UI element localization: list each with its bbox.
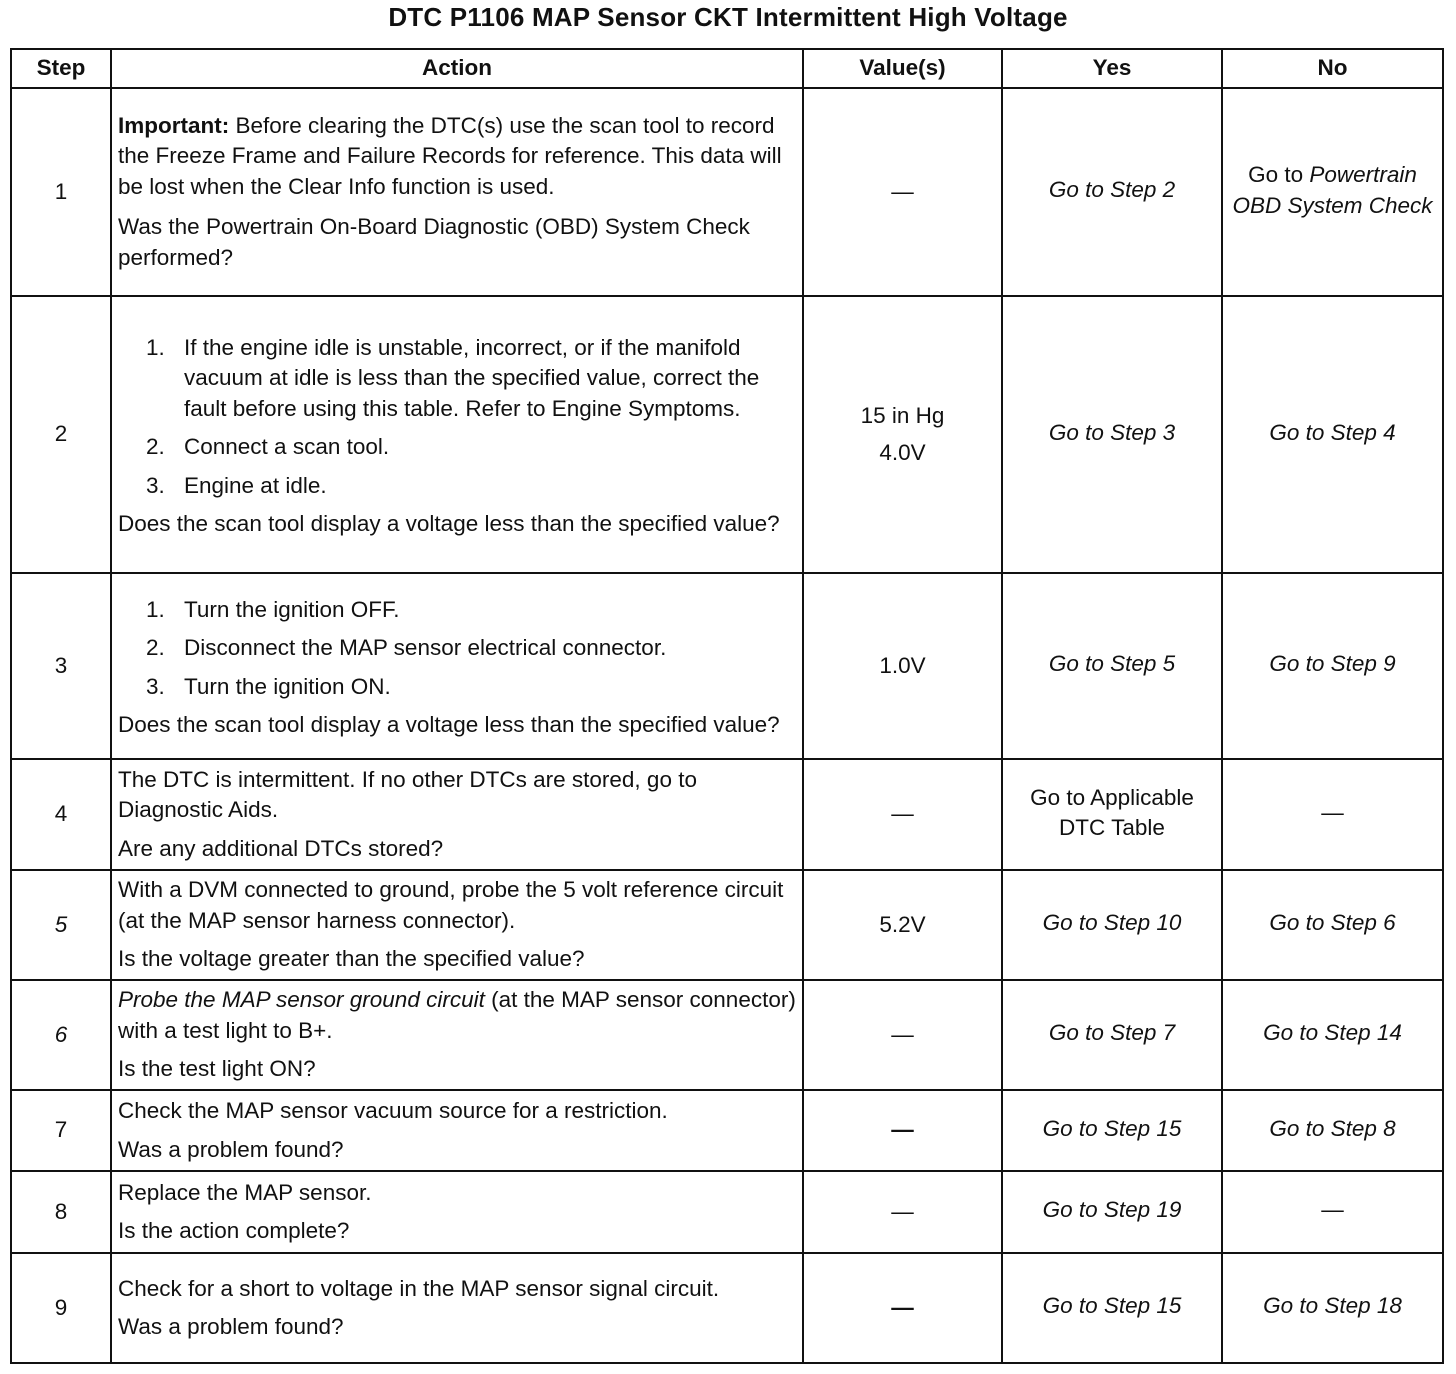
important-label: Important: bbox=[118, 112, 230, 138]
value-cell: — bbox=[803, 1090, 1002, 1171]
value-cell: 5.2V bbox=[803, 870, 1002, 980]
table-row bbox=[11, 1253, 1443, 1363]
header-action: Action bbox=[111, 49, 803, 88]
step-number: 2 bbox=[11, 296, 111, 573]
table-header-row bbox=[11, 49, 1443, 88]
step-number: 5 bbox=[11, 870, 111, 980]
value-text: 4.0V bbox=[879, 439, 926, 465]
no-italic: Powertrain OBD System Check bbox=[1232, 162, 1433, 218]
table-row bbox=[11, 759, 1443, 870]
list-item-text: Turn the ignition OFF. bbox=[184, 596, 400, 622]
list-item bbox=[118, 595, 796, 626]
action-cell bbox=[111, 759, 803, 870]
step-number: 9 bbox=[11, 1253, 111, 1363]
page-title: DTC P1106 MAP Sensor CKT Intermittent High Voltage bbox=[388, 2, 1068, 32]
action-cell bbox=[111, 1253, 803, 1363]
no-cell: Go to Step 4 bbox=[1222, 296, 1443, 573]
action-rest-text: (at the MAP sensor connector) with a test light to B+. bbox=[118, 987, 796, 1043]
action-cell bbox=[111, 573, 803, 759]
list-item bbox=[118, 672, 796, 703]
important-text: Before clearing the DTC(s) use the scan tool to record the Freeze Frame and Failure Records for reference. This data will be lost when the Clear Info function is used. bbox=[118, 112, 782, 199]
action-cell bbox=[111, 88, 803, 296]
step-number: 7 bbox=[11, 1090, 111, 1171]
header-values: Value(s) bbox=[803, 49, 1002, 88]
list-item bbox=[118, 633, 796, 664]
header-step: Step bbox=[11, 49, 111, 88]
list-item bbox=[118, 333, 796, 425]
no-cell: Go to Step 14 bbox=[1222, 980, 1443, 1090]
action-question: Does the scan tool display a voltage less than the specified value? bbox=[118, 712, 780, 737]
table-row bbox=[11, 573, 1443, 759]
action-cell bbox=[111, 870, 803, 980]
no-prefix: Go to bbox=[1248, 162, 1310, 187]
value-cell: 1.0V bbox=[803, 573, 1002, 759]
yes-cell: Go to Step 2 bbox=[1002, 88, 1222, 296]
yes-cell: Go to Step 10 bbox=[1002, 870, 1222, 980]
action-text: The DTC is intermittent. If no other DTCs are stored, go to Diagnostic Aids. bbox=[118, 766, 697, 823]
table-row bbox=[11, 980, 1443, 1090]
action-question: Was a problem found? bbox=[118, 1314, 344, 1339]
header-no: No bbox=[1222, 49, 1443, 88]
list-item-number: 2. bbox=[146, 434, 165, 459]
value-text: 15 in Hg bbox=[860, 403, 945, 428]
step-number: 3 bbox=[11, 573, 111, 759]
list-item bbox=[118, 432, 796, 463]
list-item-number: 3. bbox=[146, 472, 165, 498]
no-cell bbox=[1222, 88, 1443, 296]
no-cell: Go to Step 6 bbox=[1222, 870, 1443, 980]
no-cell: Go to Step 18 bbox=[1222, 1253, 1443, 1363]
list-item-text: If the engine idle is unstable, incorrect, or if the manifold vacuum at idle is less than the specified value, correct the fault before using this table. Refer to Engine Symptoms. bbox=[184, 334, 760, 421]
value-text: — bbox=[891, 179, 914, 204]
action-text: Replace the MAP sensor. bbox=[118, 1179, 372, 1205]
yes-cell: Go to Step 5 bbox=[1002, 573, 1222, 759]
value-cell: — bbox=[803, 759, 1002, 870]
value-cell bbox=[803, 88, 1002, 296]
table-row bbox=[11, 88, 1443, 296]
table-row bbox=[11, 1171, 1443, 1253]
action-question: Does the scan tool display a voltage less than the specified value? bbox=[118, 511, 780, 536]
list-item-text: Disconnect the MAP sensor electrical connector. bbox=[184, 635, 667, 660]
action-question: Are any additional DTCs stored? bbox=[118, 835, 444, 861]
action-question: Was a problem found? bbox=[118, 1136, 344, 1162]
action-question: Is the voltage greater than the specified value? bbox=[118, 946, 585, 972]
step-number: 1 bbox=[11, 88, 111, 296]
list-item-number: 2. bbox=[146, 635, 165, 660]
action-text: With a DVM connected to ground, probe the 5 volt reference circuit (at the MAP sensor harness connector). bbox=[118, 877, 784, 933]
action-italic-text: Probe the MAP sensor ground circuit bbox=[118, 987, 485, 1013]
table-row bbox=[11, 296, 1443, 573]
action-text: Check for a short to voltage in the MAP sensor signal circuit. bbox=[118, 1275, 720, 1301]
action-question: Was the Powertrain On-Board Diagnostic (OBD) System Check performed? bbox=[118, 214, 750, 270]
list-item bbox=[118, 471, 796, 502]
action-question: Is the test light ON? bbox=[118, 1056, 316, 1082]
header-yes: Yes bbox=[1002, 49, 1222, 88]
table-row bbox=[11, 870, 1443, 980]
no-cell: Go to Step 9 bbox=[1222, 573, 1443, 759]
table-row bbox=[11, 1090, 1443, 1171]
step-number: 6 bbox=[11, 980, 111, 1090]
no-cell: — bbox=[1222, 759, 1443, 870]
action-cell bbox=[111, 1090, 803, 1171]
action-text bbox=[118, 985, 796, 1046]
action-cell bbox=[111, 1171, 803, 1253]
yes-cell: Go to Step 7 bbox=[1002, 980, 1222, 1090]
action-cell bbox=[111, 296, 803, 573]
list-item-text: Turn the ignition ON. bbox=[184, 673, 391, 699]
list-item-number: 1. bbox=[146, 334, 165, 360]
step-number: 4 bbox=[11, 759, 111, 870]
value-cell bbox=[803, 296, 1002, 573]
list-item-text: Engine at idle. bbox=[184, 472, 327, 498]
yes-cell: Go to Step 15 bbox=[1002, 1253, 1222, 1363]
diagnostic-table bbox=[10, 48, 1444, 1364]
value-stack bbox=[805, 401, 1000, 468]
action-step-list bbox=[118, 595, 796, 703]
yes-cell: Go to Step 19 bbox=[1002, 1171, 1222, 1253]
list-item-text: Connect a scan tool. bbox=[184, 434, 390, 459]
value-cell: — bbox=[803, 1253, 1002, 1363]
list-item-number: 1. bbox=[146, 596, 165, 622]
step-number: 8 bbox=[11, 1171, 111, 1253]
yes-cell: Go to Step 15 bbox=[1002, 1090, 1222, 1171]
important-note bbox=[118, 111, 796, 203]
value-cell: — bbox=[803, 1171, 1002, 1253]
no-cell: — bbox=[1222, 1171, 1443, 1253]
no-cell: Go to Step 8 bbox=[1222, 1090, 1443, 1171]
action-step-list bbox=[118, 333, 796, 502]
list-item-number: 3. bbox=[146, 673, 165, 699]
yes-cell: Go to Applicable DTC Table bbox=[1002, 759, 1222, 870]
action-question: Is the action complete? bbox=[118, 1218, 350, 1243]
yes-cell: Go to Step 3 bbox=[1002, 296, 1222, 573]
action-cell bbox=[111, 980, 803, 1090]
action-text: Check the MAP sensor vacuum source for a restriction. bbox=[118, 1098, 668, 1123]
value-cell: — bbox=[803, 980, 1002, 1090]
